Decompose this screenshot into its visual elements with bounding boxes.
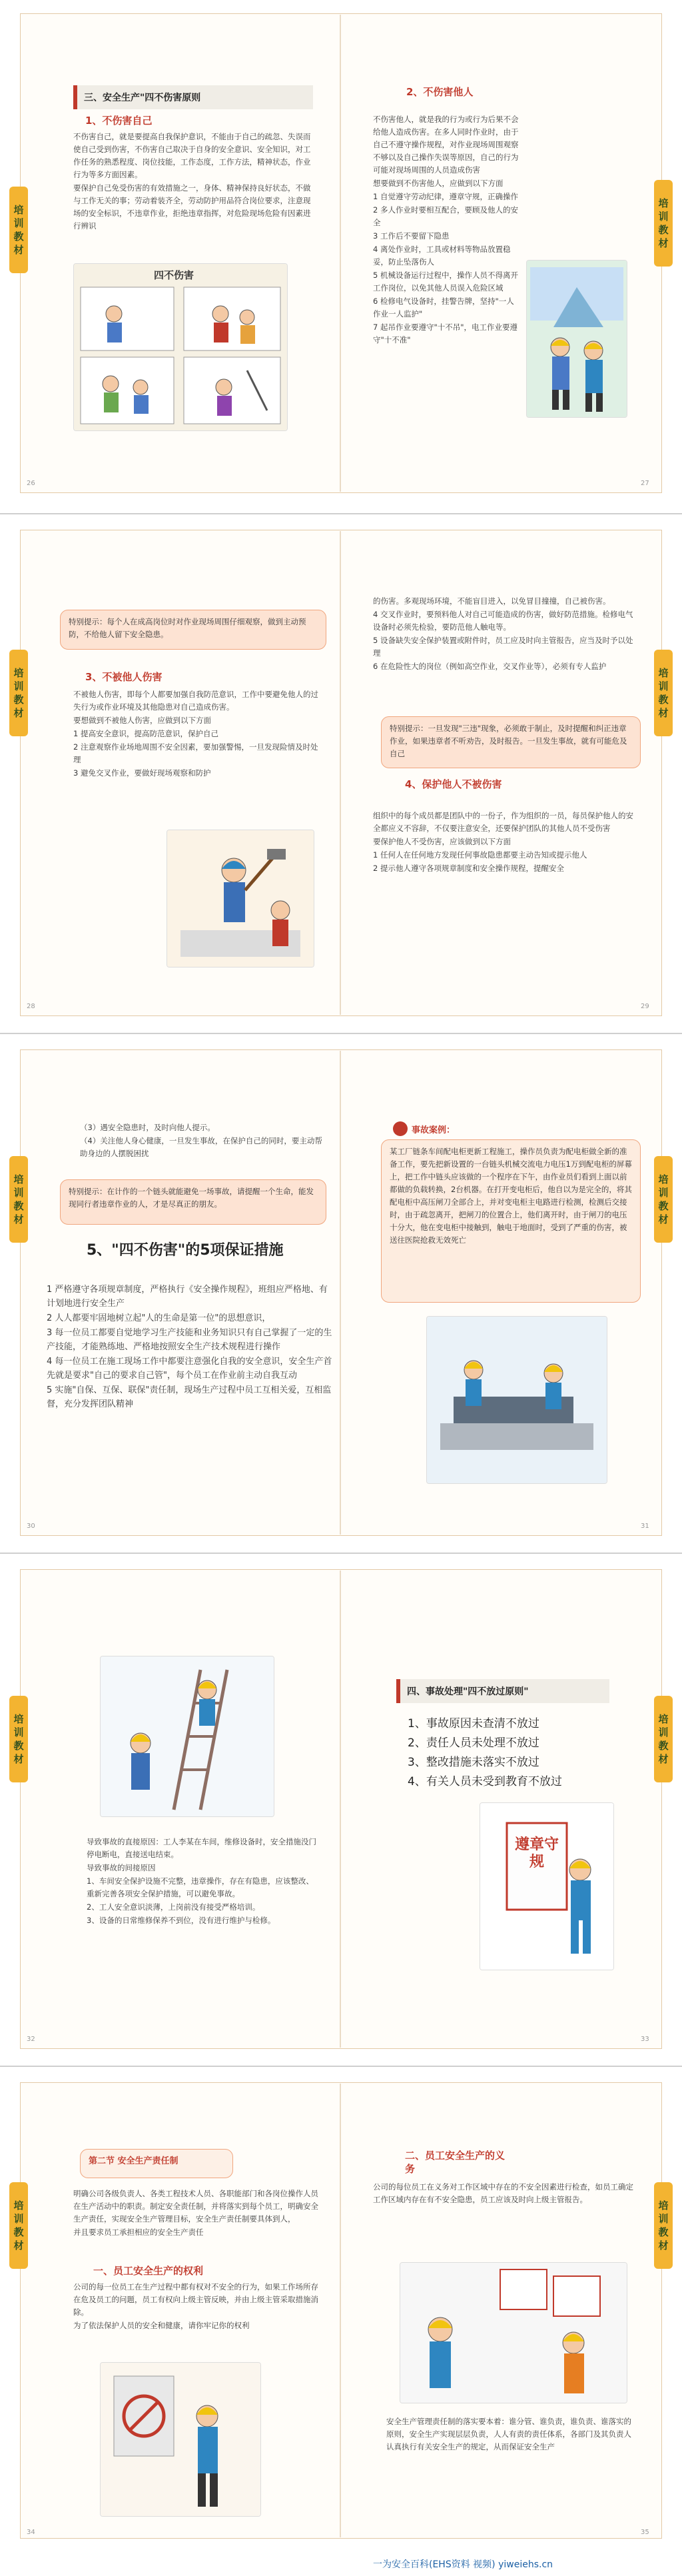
training-tab-right: 培 训 教 材 <box>654 2182 673 2269</box>
list-item: 2、责任人员未处理不放过 <box>408 1736 539 1750</box>
paragraph-block: （3）遇安全隐患时，及时向他人提示。 （4）关注他人身心健康，一旦发生事故，在保护自己的同时，要主动帮助身边的人摆脱困扰 <box>80 1123 322 1158</box>
page-divider <box>0 1553 682 1554</box>
training-tab-left: 培 训 教 材 <box>9 1696 28 1782</box>
page-number-right: 35 <box>641 2529 649 2536</box>
subheading-not-hurt-others: 2、不伤害他人 <box>406 86 474 98</box>
training-tab-left: 培 训 教 材 <box>9 187 28 273</box>
page-divider <box>0 513 682 514</box>
worker-ladder-illustration <box>100 1656 274 1817</box>
measures-list: 1 严格遵守各项规章制度，严格执行《安全操作规程》，班组应严格地、有计划地进行安全生产 2 人人都要牢固地树立起"人的生命是第一位"的思想意识， 3 每一位员工都要自觉地学习生产技能和业务知识只有自己掌握了一定的生产技能，才能熟练地、严格地按照安全生产技术规程进行操作 4 每一位员工在施工现场工作中都要注意强化自我的安全意识，安全生产首先就是要求"自己的要求自己管"，每个员工在作业前主动自我互动 5 实施"自保、互保、联保"责任制，现场生产过程中员工互相关爱，互相监督，充分发挥团队精神 <box>47 1285 332 1409</box>
spread-5 <box>0 2069 682 2552</box>
page-divider <box>0 1033 682 1034</box>
page-number-right: 31 <box>641 1523 649 1530</box>
page-number-right: 29 <box>641 1003 649 1010</box>
page-number-left: 32 <box>27 2036 35 2043</box>
training-tab-left: 培 训 教 材 <box>9 2182 28 2269</box>
workers-illustration <box>526 260 627 418</box>
spread-4 <box>0 1556 682 2062</box>
safety-sign-worker-illustration <box>480 1802 614 1970</box>
paragraph-block: 明确公司各级负责人、各类工程技术人员、各职能部门和各岗位操作人员在生产活动中的职责。制定安全责任制，并将落实到每个员工，明确安全生产责任，实现安全生产管理目标，安全生产责任制要具体到人， 并且要求员工承担相应的安全生产责任 <box>73 2189 318 2237</box>
cause-paragraphs: 导致事故的直接原因：工人李某在车间，维修设备时，安全措施没门停电断电，直接送电结束。 导致事故的间接原因 1、车间安全保护设施不完整，违章操作，存在有隐患，应该整改、重新完善各项安全保护措施，可以避免事故。 2、工人安全意识淡薄，上岗前没有接受严格培训。 3、设备的日常维修保养不到位，没有进行维护与检修。 <box>87 1837 316 1925</box>
section-title: 四、事故处理"四不放过原则" <box>396 1679 609 1703</box>
rights-illustration <box>100 2362 261 2517</box>
training-tab-right: 培 训 教 材 <box>654 180 673 267</box>
workplace-illustration <box>426 1316 607 1484</box>
subheading-duties: 二、员工安全生产的义务 <box>405 2150 506 2175</box>
page-number-left: 34 <box>27 2529 35 2536</box>
training-tab-left: 培 训 教 材 <box>9 650 28 736</box>
paragraph-block-right: 不伤害他人，就是我的行为或行为后果不会给他人造成伤害。在多人同时作业时，由于自己不遵守操作规程，对作业现场周围观察不够以及自己操作失误等原因，自己的行为可能对现场周围的人员造成伤害 想要做到不伤害他人，应做到以下方面 1 自觉遵守劳动纪律，遵章守规，正确操作 2 多人作业时要相互配合，要顾及他人的安全 3 工作后不要留下隐患 4 离处作业时，工具或材料等物品放置稳妥，防止坠落伤人 5 机械设备运行过程中，操作人员不得离开工作岗位，以免其他人员误入危险区域 6 检修电气设备时，挂警告牌，坚持"一人作业一人监护" 7 起吊作业要遵守"十不吊"，电工作业要遵守"十不准" <box>373 115 519 344</box>
training-tab-left: 培 训 教 材 <box>9 1156 28 1243</box>
case-label: 事故案例： <box>412 1125 456 1135</box>
page-number-right: 27 <box>641 480 649 487</box>
tip-box-right: 特别提示：一旦发现"三违"现象，必须敢于制止，及时提醒和纠正违章作业，如果违章者不听劝告，及时报告。一旦发生事故，就有可能危及自己 <box>381 716 641 768</box>
measures-heading: 5、"四不伤害"的5项保证措施 <box>87 1242 284 1259</box>
spine <box>340 2084 341 2537</box>
subheading-not-hurt-by-others: 3、不被他人伤害 <box>85 671 163 683</box>
training-tab-right: 培 训 教 材 <box>654 650 673 736</box>
list-item: 1、事故原因未查清不放过 <box>408 1717 539 1730</box>
worker-hammer-illustration <box>167 830 314 967</box>
paragraph-block-right: 的伤害。多观现场环境，不能盲目进入，以免冒目撞撞，自己被伤害。 4 交叉作业时，要预料他人对自己可能造成的伤害，做好防范措施。检修电气设备时必须先检验，要防范他人触电等。 5 设备缺失安全保护装置或附件时，员工应及时向主管报告，应当及时予以处理 6 在危险性大的岗位（例如高空作业，交叉作业等），必须有专人监护 <box>373 596 633 671</box>
duties-illustration <box>400 2262 627 2403</box>
spread-2 <box>0 516 682 1029</box>
subheading-protect-others: 4、保护他人不被伤害 <box>405 778 502 790</box>
paragraph-block: 不伤害自己，就是要提高自我保护意识，不能由于自己的疏忽、失误而使自己受到伤害，不伤害自己取决于自身的安全意识、安全知识，对工作任务的熟悉程度、岗位技能，工作态度，工作方法，精神状态，作业行为等多方面因素。 要保护自己免受伤害的有效措施之一，身体、精神保持良好状态，不做与工作无关的事；劳动着装齐全，劳动防护用品符合岗位要求，注意现场的安全标识，不违章作业，拒绝违章指挥，对危险现场危险有因素进行辨识 <box>73 132 311 231</box>
spine <box>340 1571 341 2048</box>
list-item: 3、整改措施未落实不放过 <box>408 1756 539 1769</box>
page-number-left: 28 <box>27 1003 35 1010</box>
spread-1 <box>0 0 682 506</box>
page-number-left: 26 <box>27 480 35 487</box>
case-icon <box>393 1121 408 1136</box>
cartoon-title: 四不伤害 <box>154 269 194 281</box>
spine <box>340 1051 341 1535</box>
tip-box-left: 特别提示：每个人在成高岗位时对作业现场周围仔细观察，做到主动预防，不给他人留下安全隐患。 <box>60 610 326 650</box>
spine <box>340 531 341 1015</box>
four-no-harm-cartoon <box>73 263 288 431</box>
paragraph-block-right-2: 安全生产管理责任制的落实要本着：谁分管、谁负责，谁负责、谁落实的原则，安全生产实现层层负责，人人有责的责任体系，各部门及其负责人认真执行有关安全生产的规定，从而保证安全生产 <box>386 2417 631 2451</box>
four-not-let-go-list <box>408 1714 607 1792</box>
paragraph-block: 不被他人伤害，即每个人都要加强自我防范意识，工作中要避免他人的过失行为或作业环境及其他隐患对自己造成伤害。 要想做到不被他人伤害，应做到以下方面 1 提高安全意识，提高防范意识，保护自己 2 注意观察作业场地周围不安全因素，要加强警惕，一旦发现险情及时处理 3 避免交叉作业，要做好现场观察和防护 <box>73 690 318 778</box>
spine <box>340 15 341 492</box>
training-tab-right: 培 训 教 材 <box>654 1696 673 1782</box>
section-title-box: 第二节 安全生产责任制 <box>80 2149 233 2178</box>
subheading-not-hurt-self: 1、不伤害自己 <box>85 115 153 127</box>
paragraph-block-2: 公司的每一位员工在生产过程中都有权对不安全的行为，如果工作场所存在危及员工的问题，员工有权向上级主管反映，并由上级主管采取措施消除。 为了依法保护人员的安全和健康，请你牢记你的权利 <box>73 2282 318 2330</box>
page-divider <box>0 2066 682 2067</box>
spread-3 <box>0 1036 682 1549</box>
safety-sign-text: 遵章守规 <box>515 1836 559 1870</box>
section-title: 三、安全生产"四不伤害原则 <box>73 85 313 109</box>
page-number-right: 33 <box>641 2036 649 2043</box>
footer-watermark-link[interactable]: 一为安全百科(EHS资料 视频) yiweiehs.cn <box>373 2559 553 2570</box>
paragraph-block-right-2: 组织中的每个成员都是团队中的一份子，作为组织的一员，每员保护他人的安全都应义不容辞，不仅要注意安全，还要保护团队的其他人员不受伤害 要保护他人不受伤害，应该做到以下方面 1 任何人在任何地方发现任何事故隐患都要主动告知或提示他人 2 提示他人遵守各项规章制度和安全操作规程，提醒安全 <box>373 811 633 873</box>
case-box: 某工厂链条车间配电柜更新工程施工，操作员负责为配电柜做全新的准备工作，要先把新设置的一台链头机械交流电力电压1万到配电柜的屏幕上，把工作中链头应该做的一个程序在下午，由作业员们看到上面以前都做的负载转换，2台机器。在打开变电柜后，他自以为是完全的，将其配电柜中高压闸刀全部合上，并对变电柜主电路进行检测，检测后交接时，由于疏忽离开，把闸刀的位置合上，他们离开时，由于闸刀的电压十分大，他在变电柜中接触到，触电于地面时，受到了严重的伤害，被送往医院抢救无效死亡 <box>381 1139 641 1303</box>
subheading-rights: 一、员工安全生产的权利 <box>93 2265 204 2277</box>
list-item: 4、有关人员未受到教育不放过 <box>408 1775 562 1788</box>
tip-box: 特别提示：在计作的一个链头就能避免一场事故，请提醒一个生命，能发现同行者违章作业的人，才是尽真正的朋友。 <box>60 1179 326 1225</box>
paragraph-block-right: 公司的每位员工在义务对工作区域中存在的不安全因素进行检查，如员工确定工作区域内存在有不安全隐患，员工应该及时向上级主管报告。 <box>373 2182 633 2204</box>
page-number-left: 30 <box>27 1523 35 1530</box>
training-tab-right: 培 训 教 材 <box>654 1156 673 1243</box>
